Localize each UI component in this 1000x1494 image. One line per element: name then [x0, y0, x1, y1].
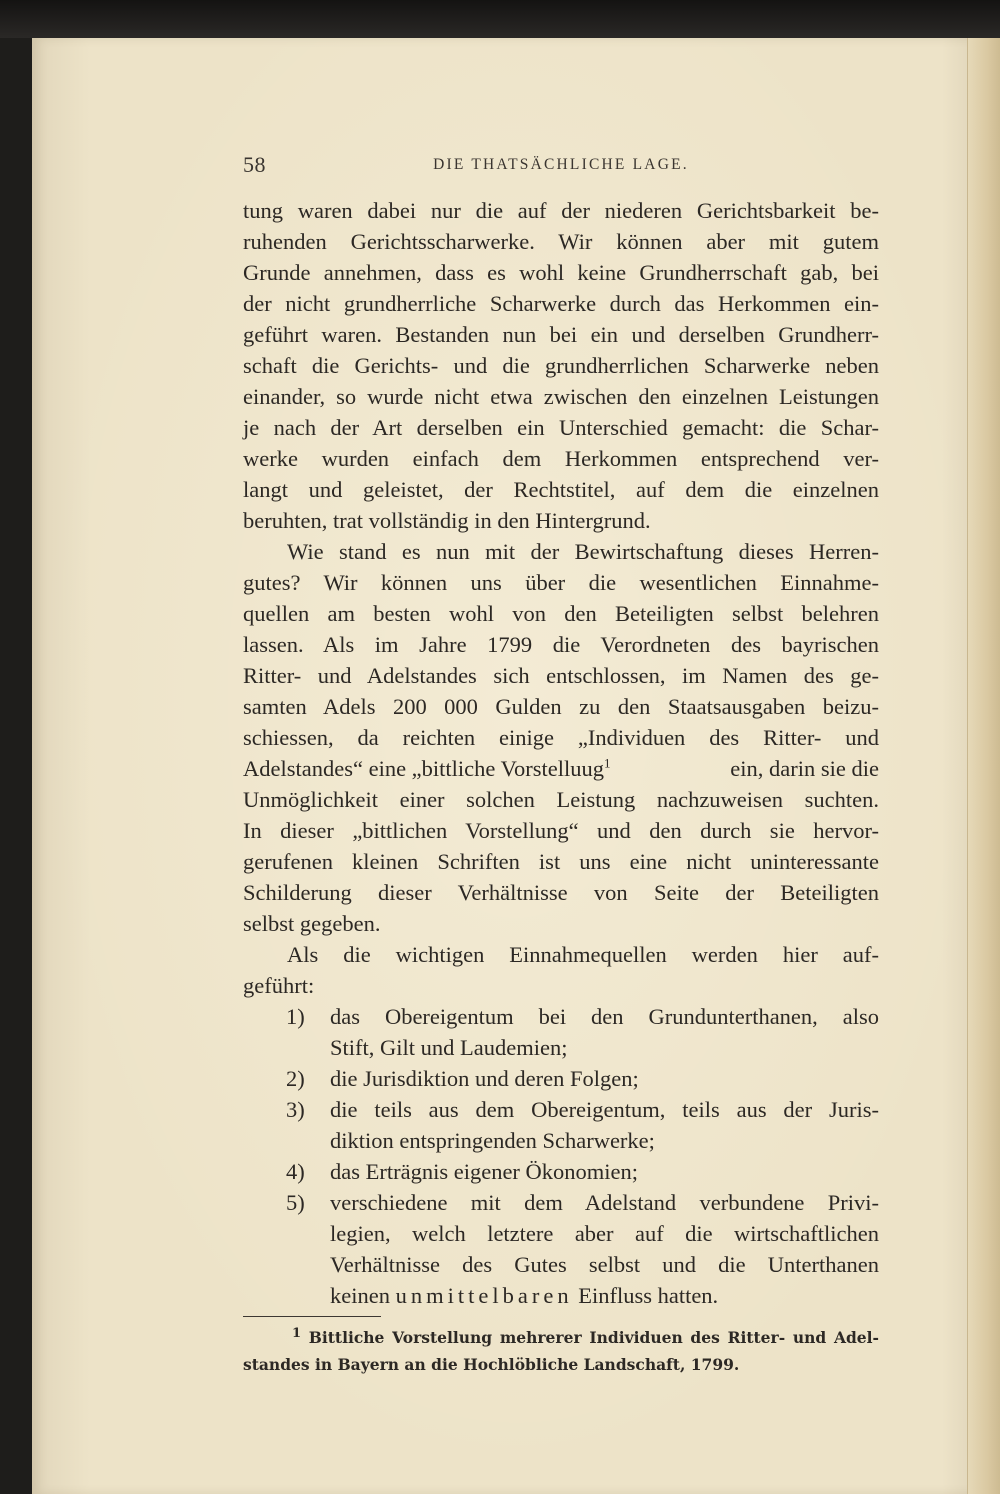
running-head: DIE THATSÄCHLICHE LAGE.	[433, 156, 689, 173]
footnote-reference: 1	[603, 755, 611, 771]
scan-border	[0, 0, 1000, 38]
list-number: 2)	[286, 1066, 305, 1091]
text-span: Einfluss hatten.	[578, 1283, 719, 1308]
text-line: In dieser „bittlichen Vorstellung“ und den durch sie hervor-	[243, 818, 879, 843]
text-line: geführt:	[243, 973, 315, 998]
text-line: schaft die Gerichts- und die grundherrlichen Scharwerke neben	[243, 353, 879, 378]
list-item-line: die teils aus dem Obereigentum, teils aus der Juris-	[330, 1097, 879, 1122]
text-line: Schilderung dieser Verhältnisse von Seite der Beteiligten	[243, 880, 879, 905]
footnote-line: standes in Bayern an die Hochlöbliche Landschaft, 1799.	[243, 1355, 740, 1374]
footnote-text: Bittliche Vorstellung mehrerer Individuen des Ritter- und Adel-	[308, 1328, 879, 1347]
list-number: 5)	[286, 1190, 305, 1215]
text-span: Adelstandes“ eine „bittliche Vorstelluug	[243, 756, 604, 781]
text-line: quellen am besten wohl von den Beteiligten selbst belehren	[243, 601, 879, 626]
text-line: schiessen, da reichten einige „Individuen des Ritter- und	[243, 725, 879, 750]
text-line: Ritter- und Adelstandes sich entschlossen, im Namen des ge-	[243, 663, 879, 688]
text-line	[243, 754, 879, 784]
list-item-line	[330, 1281, 879, 1311]
text-segment: ein, darin sie die	[730, 756, 879, 781]
list-number: 3)	[286, 1097, 305, 1122]
text-line: je nach der Art derselben ein Unterschied gemacht: die Schar-	[243, 415, 879, 440]
text-line: beruhten, trat vollständig in den Hintergrund.	[243, 508, 651, 533]
page-header	[243, 152, 879, 184]
text-line: gerufenen kleinen Schriften ist uns eine nicht uninteressante	[243, 849, 879, 874]
list-item-line: verschiedene mit dem Adelstand verbundene Privi-	[330, 1190, 879, 1215]
text-line: lassen. Als im Jahre 1799 die Verordneten des bayrischen	[243, 632, 879, 657]
text-line: tung waren dabei nur die auf der niederen Gerichtsbarkeit be-	[243, 198, 879, 223]
text-line: werke wurden einfach dem Herkommen entsprechend ver-	[243, 446, 879, 471]
text-line: gutes? Wir können uns über die wesentlichen Einnahme-	[243, 570, 879, 595]
list-item-line: Verhältnisse des Gutes selbst und die Unterthanen	[330, 1252, 879, 1277]
list-item-line: das Erträgnis eigener Ökonomien;	[330, 1159, 639, 1184]
text-line: langt und geleistet, der Rechtstitel, auf dem die einzelnen	[243, 477, 879, 502]
text-line: einander, so wurde nicht etwa zwischen den einzelnen Leistungen	[243, 384, 879, 409]
page-edge	[967, 38, 1000, 1494]
list-item-line: legien, welch letztere aber auf die wirtschaftlichen	[330, 1221, 879, 1246]
text-segment	[243, 754, 610, 784]
list-item-line: die Jurisdiktion und deren Folgen;	[330, 1066, 639, 1091]
footnote-rule	[243, 1316, 381, 1317]
text-line: geführt waren. Bestanden nun bei ein und derselben Grundherr-	[243, 322, 879, 347]
list-item-line: diktion entspringenden Scharwerke;	[330, 1128, 655, 1153]
text-line: samten Adels 200 000 Gulden zu den Staatsausgaben beizu-	[243, 694, 879, 719]
emphasized-word: unmittelbaren	[395, 1283, 573, 1308]
page-number: 58	[243, 152, 266, 177]
text-span: keinen	[330, 1283, 390, 1308]
text-line: Unmöglichkeit einer solchen Leistung nachzuweisen suchten.	[243, 787, 879, 812]
text-line: ruhenden Gerichtsscharwerke. Wir können aber mit gutem	[243, 229, 879, 254]
text-line: Als die wichtigen Einnahmequellen werden hier auf-	[287, 942, 879, 967]
footnote-marker: 1	[292, 1325, 302, 1341]
text-line: Wie stand es nun mit der Bewirtschaftung dieses Herren-	[287, 539, 879, 564]
text-line: Grunde annehmen, dass es wohl keine Grundherrschaft gab, bei	[243, 260, 879, 285]
list-number: 4)	[286, 1159, 305, 1184]
list-number: 1)	[286, 1004, 305, 1029]
list-item-line: Stift, Gilt und Laudemien;	[330, 1035, 568, 1060]
footnote-line	[292, 1324, 879, 1351]
text-line: selbst gegeben.	[243, 911, 381, 936]
list-item-line: das Obereigentum bei den Grundunterthanen, also	[330, 1004, 879, 1029]
text-line: der nicht grundherrliche Scharwerke durch das Herkommen ein-	[243, 291, 879, 316]
